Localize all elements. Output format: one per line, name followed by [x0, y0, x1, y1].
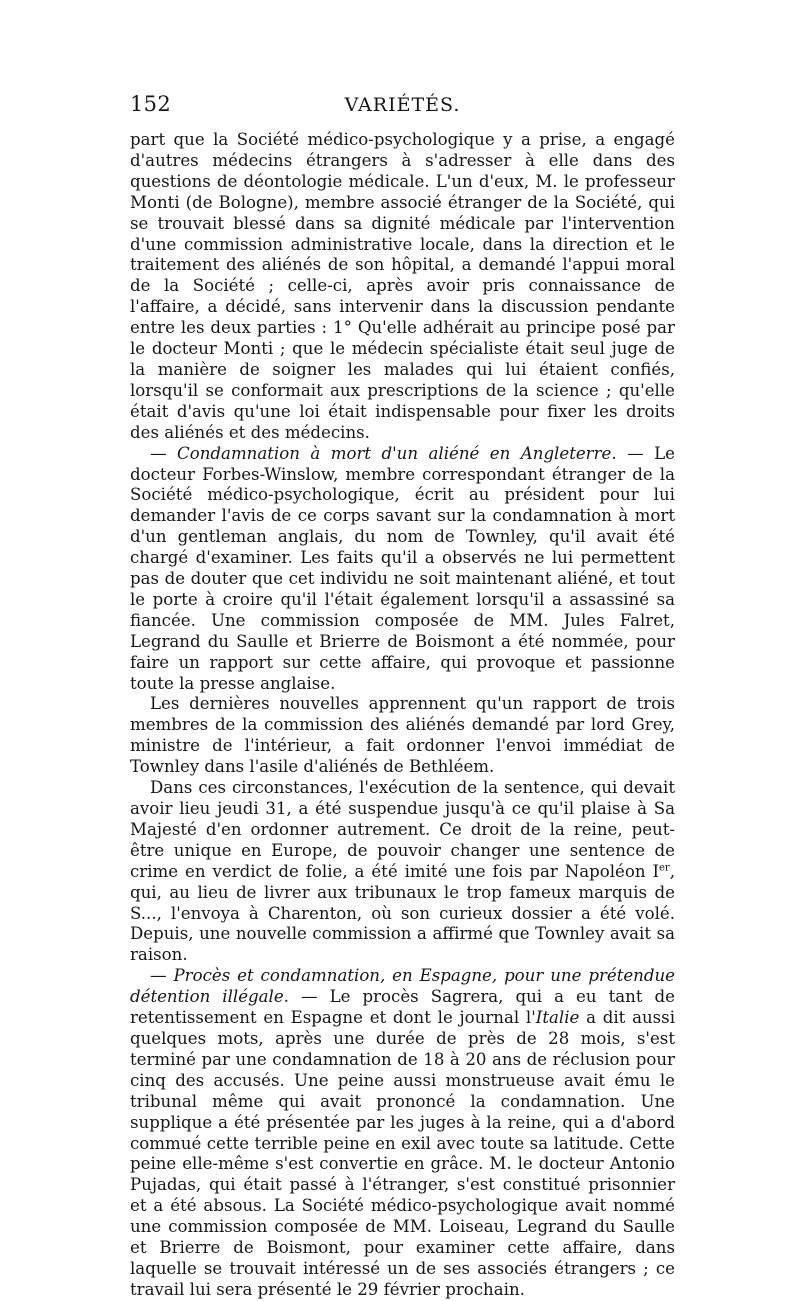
section-heading: — Condamnation à mort d'un aliéné en Angleterre.	[150, 443, 617, 463]
superscript: er	[659, 862, 670, 874]
paragraph-text: , qui, au lieu de livrer aux tribunaux le trop fameux marquis de S..., l'envoya à Charenton, où son curieux dossier a été volé. Depuis, une nouvelle commission a affirmé que Townley avait sa raison.	[130, 861, 675, 965]
paragraph-text: Les dernières nouvelles apprennent qu'un rapport de trois membres de la commission des aliénés demandé par lord Grey, ministre de l'intérieur, a fait ordonner l'envoi immédiat de Townley dans l'asile d'aliénés de Bethléem.	[130, 694, 675, 777]
paragraph-text: — Le docteur Forbes-Winslow, membre correspondant étranger de la Société médico-psychologique, écrit au président pour lui demander l'avis de ce corps savant sur la condamnation à mort d'un gentleman anglais, du nom de Townley, qu'il avait été chargé d'examiner. Les faits qu'il a observés ne lui permettent pas de douter que cet individu ne soit maintenant aliéné, et tout le porte à croire qu'il l'était également lorsqu'il a assassiné sa fiancée. Une commission composée de MM. Jules Falret, Legrand du Saulle et Brierre de Boismont a été nommée, pour faire un rapport sur cette affaire, qui provoque et passionne toute la presse anglaise.	[130, 443, 675, 693]
paragraph-text: part que la Société médico-psychologique y a prise, a engagé d'autres médecins étrangers à s'adresser à elle dans des questions de déontologie médicale. L'un d'eux, M. le professeur Monti (de Bologne), membre associé étranger de la Société, qui se trouvait blessé dans sa dignité médicale par l'intervention d'une commission administrative locale, dans la direction et le traitement des aliénés de son hôpital, a demandé l'appui moral de la Société ; celle-ci, après avoir pris connaissance de l'affaire, a décidé, sans intervenir dans la discussion pendante entre les deux parties : 1° Qu'elle adhérait au principe posé par le docteur Monti ; que le médecin spécialiste était seul juge de la manière de soigner les malades qui lui étaient confiés, lorsqu'il se conformait aux prescriptions de la science ; qu'elle était d'avis qu'une loi était indispensable pour fixer les droits des aliénés et des médecins.	[130, 130, 675, 442]
paragraph-monti	[130, 130, 675, 444]
paragraph-condamnation-angleterre	[130, 444, 675, 695]
page-header	[130, 92, 675, 122]
paragraph-proces-espagne	[130, 966, 675, 1301]
paragraph-dernieres-nouvelles	[130, 694, 675, 778]
paragraph-circonstances	[130, 778, 675, 966]
journal-title: Italie	[535, 1008, 580, 1028]
page-number: 152	[130, 92, 171, 116]
section-heading: — Procès et condamnation, en Espagne, pour une prétendue détention illégale.	[130, 966, 675, 1007]
paragraph-text: a dit aussi quelques mots, après une durée de près de 28 mois, s'est terminé par une condamnation de 18 à 20 ans de réclusion pour cinq des accusés. Une peine aussi monstrueuse avait ému le tribunal même qui avait prononcé la condamnation. Une supplique a été présentée par les juges à la reine, qui a d'abord commué cette terrible peine en exil avec toute sa latitude. Cette peine elle-même s'est convertie en grâce. M. le docteur Antonio Pujadas, qui était passé à l'étranger, s'est constitué prisonnier et a été absous. La Société médico-psychologique avait nommé une commission composée de MM. Loiseau, Legrand du Saulle et Brierre de Boismont, pour examiner cette affaire, dans laquelle se trouvait intéressé un de ses associés étrangers ; ce travail lui sera présenté le 29 février prochain.	[130, 1008, 675, 1299]
paragraph-text: — Le procès Sagrera, qui a eu tant de retentissement en Espagne et dont le journal l'	[130, 987, 675, 1028]
body-text	[130, 130, 675, 1301]
running-title: VARIÉTÉS.	[344, 94, 461, 116]
paragraph-text: Dans ces circonstances, l'exécution de la sentence, qui devait avoir lieu jeudi 31, a été suspendue jusqu'à ce qu'il plaise à Sa Majesté d'en ordonner autrement. Ce droit de la reine, peut-être unique en Europe, de pouvoir changer une sentence de crime en verdict de folie, a été imité une fois par Napoléon I	[130, 778, 675, 881]
